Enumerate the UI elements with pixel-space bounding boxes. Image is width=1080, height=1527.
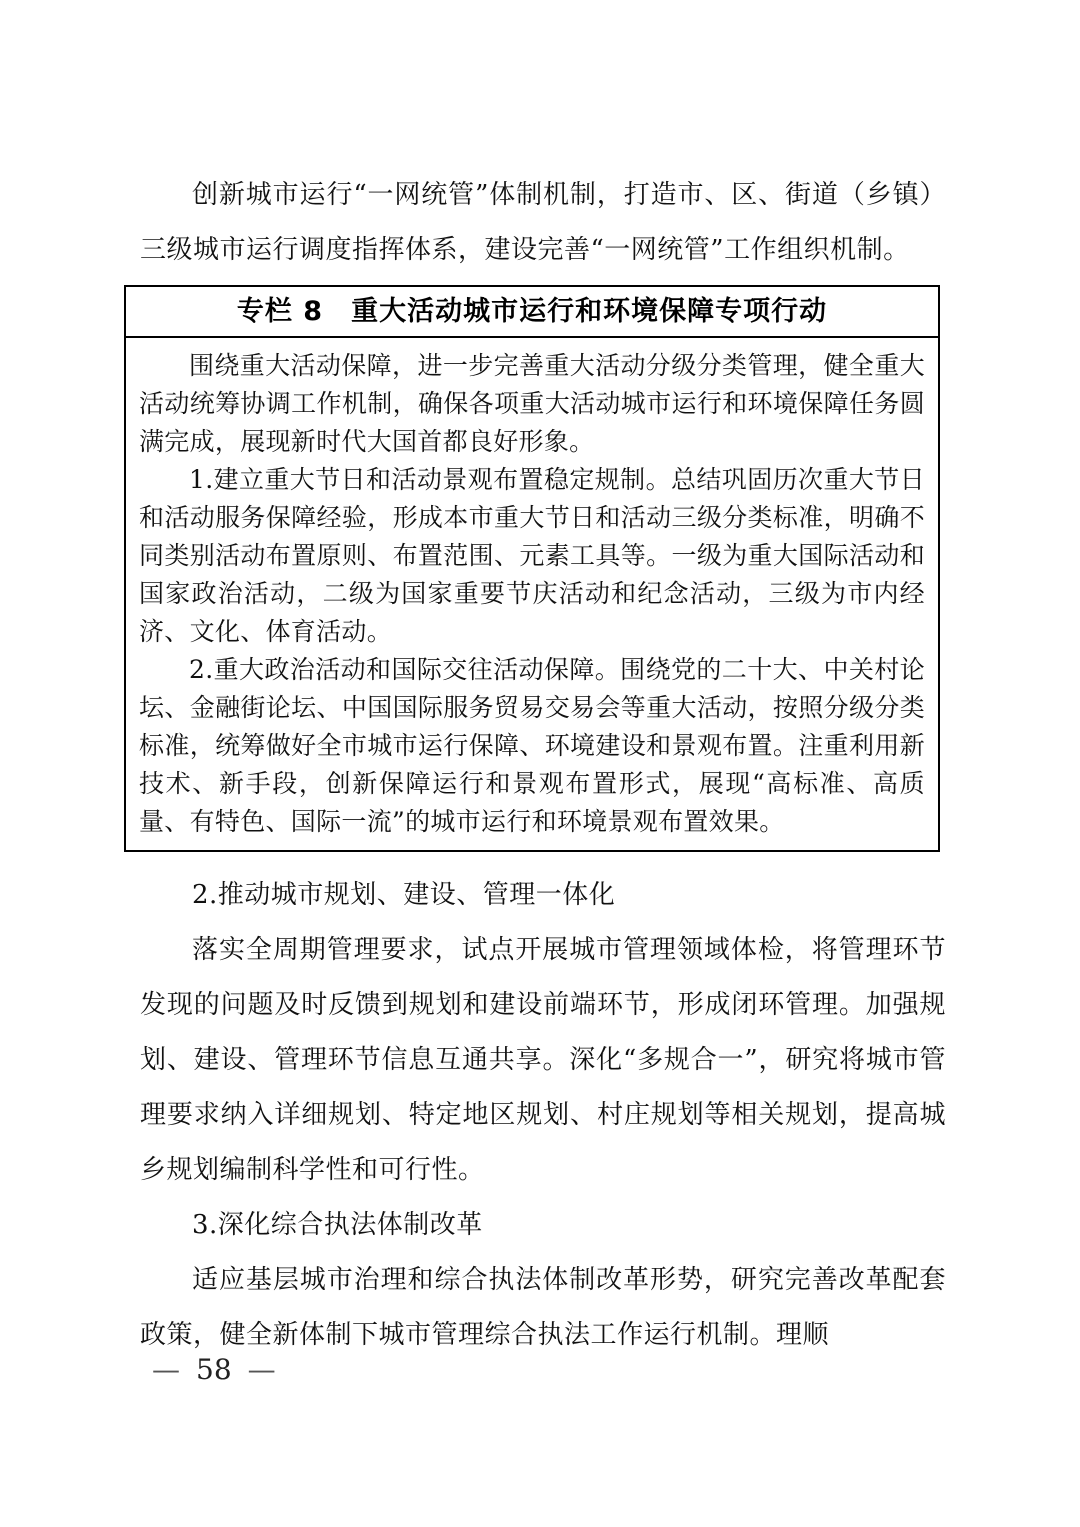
page-footer [152, 1350, 276, 1390]
section-heading-2: 2.推动城市规划、建设、管理一体化 [192, 880, 616, 910]
footer-dash-right: — [247, 1353, 276, 1386]
page-number: 58 [196, 1353, 232, 1386]
page-content [140, 168, 946, 1363]
panel-paragraph-item-2: 2.重大政治活动和国际交往活动保障。围绕党的二十大、中关村论坛、金融街论坛、中国国际服务贸易交易会等重大活动，按照分级分类标准，统筹做好全市城市运行保障、环境建设和景观布置。注重利用新技术、新手段，创新保障运行和景观布置形式，展现“高标准、高质量、有特色、国际一流”的城市运行和环境景观布置效果。 [139, 655, 925, 836]
intro-paragraph: 创新城市运行“一网统管”体制机制，打造市、区、街道（乡镇）三级城市运行调度指挥体系，建设完善“一网统管”工作组织机制。 [140, 180, 946, 265]
section-paragraph-3: 适应基层城市治理和综合执法体制改革形势，研究完善改革配套政策，健全新体制下城市管理综合执法工作运行机制。理顺 [140, 1265, 946, 1350]
panel-paragraph-item-1: 1.建立重大节日和活动景观布置稳定规制。总结巩固历次重大节日和活动服务保障经验，形成本市重大节日和活动三级分类标准，明确不同类别活动布置原则、布置范围、元素工具等。一级为重大国际活动和国家政治活动，二级为国家重要节庆活动和纪念活动，三级为市内经济、文化、体育活动。 [139, 465, 925, 646]
panel-body [126, 338, 938, 850]
footer-dash-left: — [152, 1353, 180, 1386]
panel-title: 专栏 8 重大活动城市运行和环境保障专项行动 [126, 287, 938, 338]
panel-paragraph-overview: 围绕重大活动保障，进一步完善重大活动分级分类管理，健全重大活动统筹协调工作机制，确保各项重大活动城市运行和环境保障任务圆满完成，展现新时代大国首都良好形象。 [139, 351, 925, 456]
section-heading-3: 3.深化综合执法体制改革 [192, 1210, 483, 1240]
section-paragraph-2: 落实全周期管理要求，试点开展城市管理领域体检，将管理环节发现的问题及时反馈到规划和建设前端环节，形成闭环管理。加强规划、建设、管理环节信息互通共享。深化“多规合一”，研究将城市管理要求纳入详细规划、特定地区规划、村庄规划等相关规划，提高城乡规划编制科学性和可行性。 [140, 935, 946, 1185]
special-column-panel [124, 285, 940, 852]
